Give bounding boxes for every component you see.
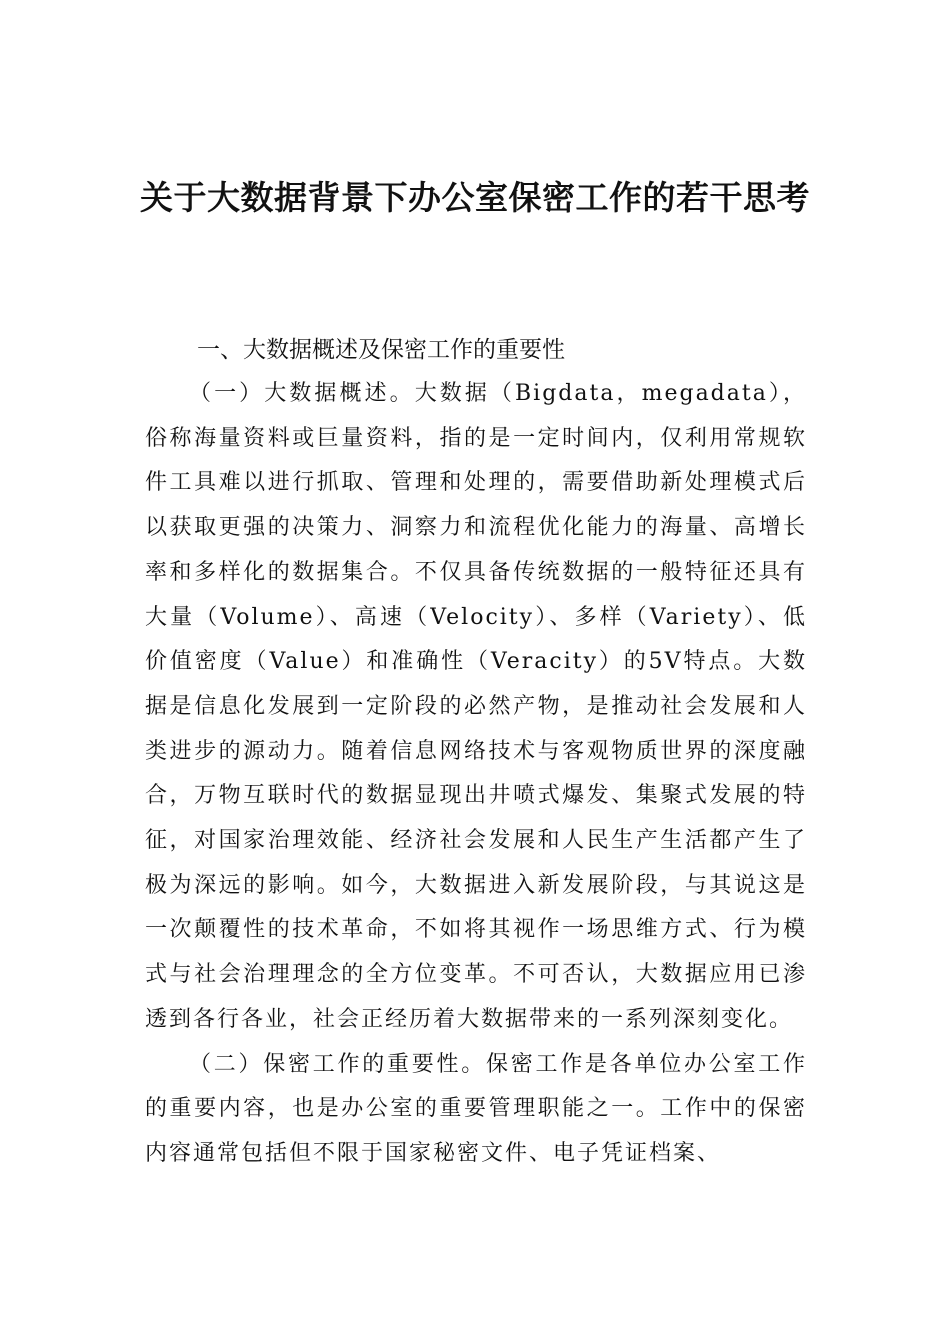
document-title: 关于大数据背景下办公室保密工作的若干思考: [140, 178, 810, 217]
document-body: [145, 328, 807, 1177]
paragraph-big-data-overview: （一）大数据概述。大数据（Bigdata，megadata），俗称海量资料或巨量资料，指的是一定时间内，仅利用常规软件工具难以进行抓取、管理和处理的，需要借助新处理模式后以获取更强的决策力、洞察力和流程优化能力的海量、高增长率和多样化的数据集合。不仅具备传统数据的一般特征还具有大量（Volume）、高速（Velocity）、多样（Variety）、低价值密度（Value）和准确性（Veracity）的5V特点。大数据是信息化发展到一定阶段的必然产物，是推动社会发展和人类进步的源动力。随着信息网络技术与客观物质世界的深度融合，万物互联时代的数据显现出井喷式爆发、集聚式发展的特征，对国家治理效能、经济社会发展和人民生产生活都产生了极为深远的影响。如今，大数据进入新发展阶段，与其说这是一次颠覆性的技术革命，不如将其视作一场思维方式、行为模式与社会治理理念的全方位变革。不可否认，大数据应用已渗透到各行各业，社会正经历着大数据带来的一系列深刻变化。: [145, 381, 807, 1032]
paragraph-confidentiality-importance: （二）保密工作的重要性。保密工作是各单位办公室工作的重要内容，也是办公室的重要管理职能之一。工作中的保密内容通常包括但不限于国家秘密文件、电子凭证档案、: [145, 1051, 807, 1166]
section-heading: 一、大数据概述及保密工作的重要性: [197, 337, 565, 363]
